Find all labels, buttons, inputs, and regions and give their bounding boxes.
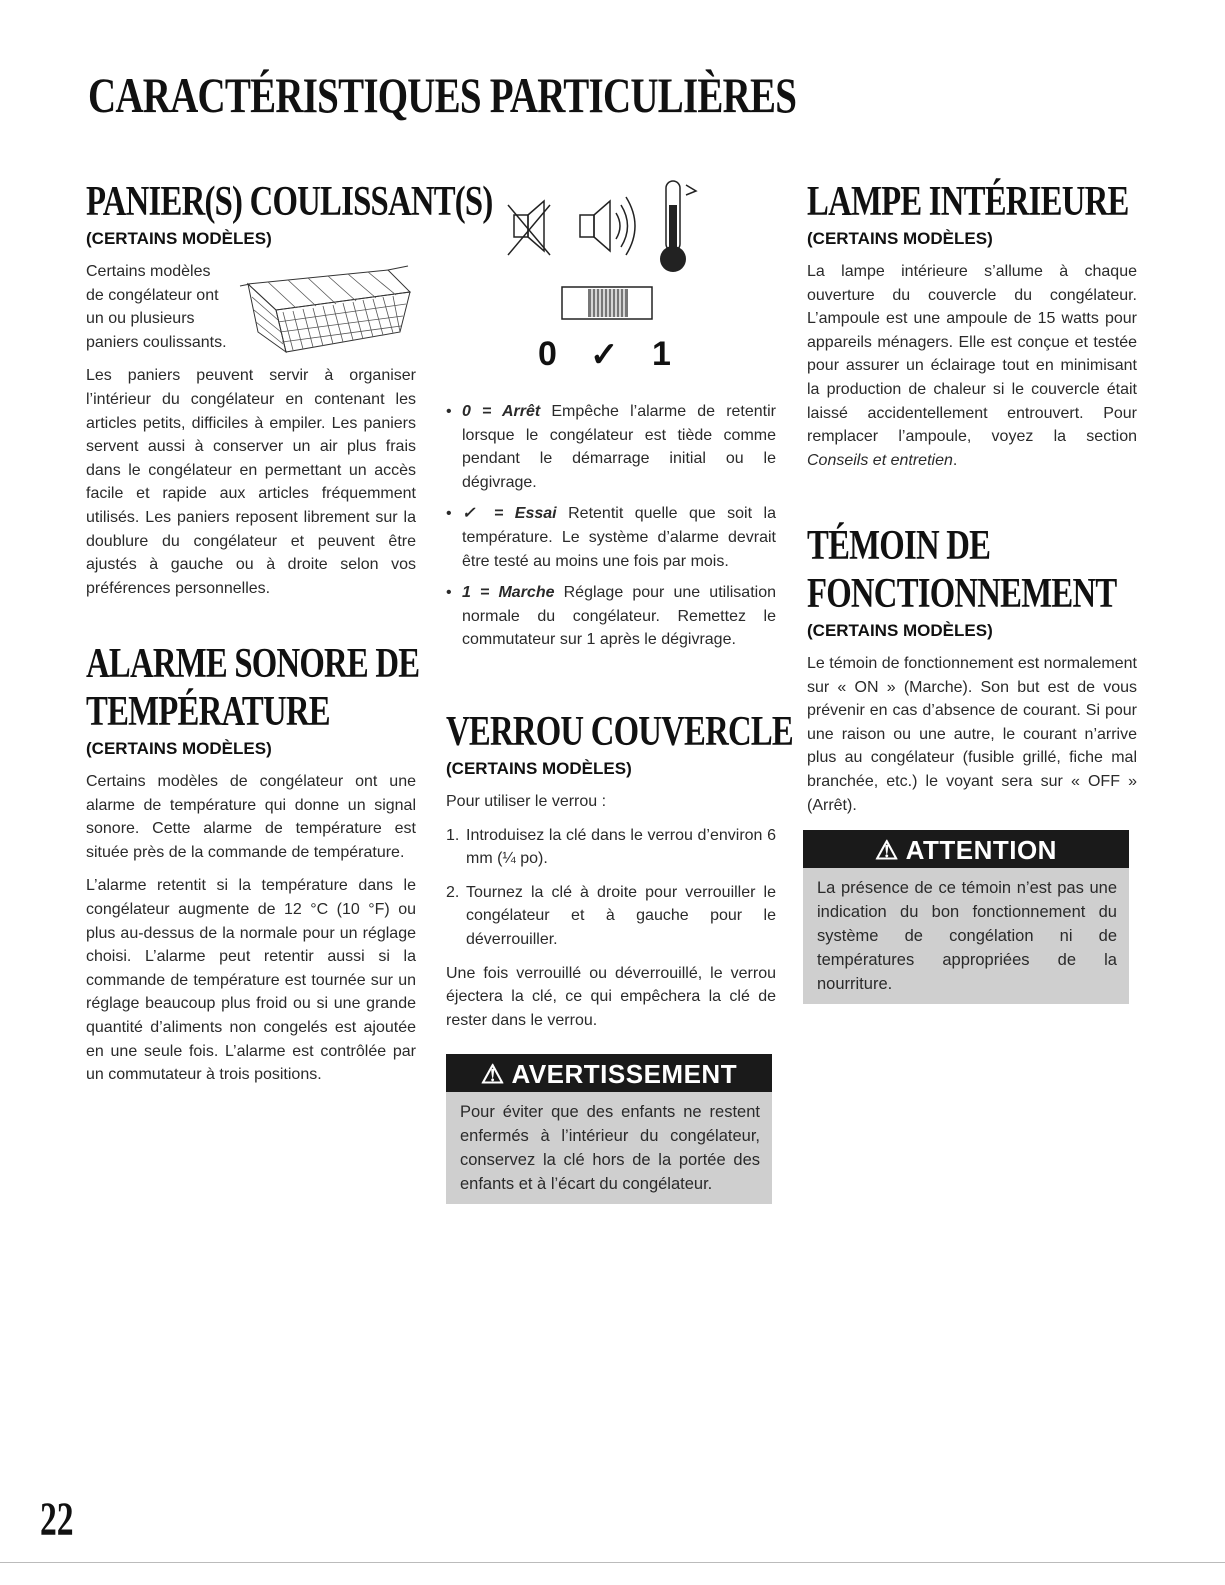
baskets-body: Les paniers peuvent servir à organiser l’intérieur du congélateur en contenant les articles petits, difficiles à empiler. Les paniers servent aussi à conserver un air plus frais dans le congélateur en permettant un accès facile et rapide aux articles fréquemment utilisés. Les paniers reposent librement sur la doublure du congélateur et peuvent être ajustés à gauche ou à droite selon vos préférences personnelles. <box>86 367 416 597</box>
indicator-subtitle: (CERTAINS MODÈLES) <box>807 621 993 640</box>
caution-box <box>803 830 1129 1004</box>
bullet-key: ✓ = Essai <box>462 505 557 523</box>
step-number: 1. <box>446 826 460 844</box>
baskets-heading: PANIER(S) COULISSANT(S) <box>86 179 493 225</box>
section-lamp <box>807 178 1137 472</box>
basket-block <box>86 260 416 354</box>
lock-intro: Pour utiliser le verrou : <box>446 793 607 810</box>
lamp-heading: LAMPE INTÉRIEURE <box>807 179 1129 225</box>
warning-title: ⚠ AVERTISSEMENT <box>446 1054 772 1092</box>
alarm-paragraph-2: L’alarme retentit si la température dans le congélateur augmente de 12 °C (10 °F) ou plus au-dessus de la normale pour un réglage choisi. L’alarme peut retentir aussi si la commande de température est tournée sur un réglage beaucoup plus froid ou si une grande quantité d’aliments non congelés est ajoutée en une seule fois. L’alarme est contrôlée par un commutateur à trois positions. <box>86 877 416 1084</box>
basket-illustration <box>238 262 413 354</box>
basket-intro <box>86 260 236 354</box>
step-text: Introduisez la clé dans le verrou d’environ 6 mm (¼ po). <box>466 826 776 868</box>
step-text: Tournez la clé à droite pour verrouiller le congélateur et à gauche pour le déverrouiller. <box>466 883 776 948</box>
bullet-text: Retentit quelle que soit la température. Le système d’alarme devrait être testé au moins une fois par mois. <box>462 505 777 570</box>
warning-box <box>446 1054 772 1204</box>
lamp-body-end: . <box>952 451 958 469</box>
lamp-subtitle: (CERTAINS MODÈLES) <box>807 229 993 248</box>
switch-bullet-item <box>446 400 776 494</box>
indicator-body: Le témoin de fonctionnement est normalement sur « ON » (Marche). Son but est de vous prévenir en cas d’absence de courant. Si pour une raison ou une autre, le courant n’arrive plus au congélateur (fusible grillé, fiche mal branchée, etc.) le voyant sera sur « OFF » (Arrêt). <box>807 655 1137 814</box>
basket-intro-line: paniers coulissants. <box>86 333 227 351</box>
lock-step <box>446 881 776 952</box>
alarm-heading-line1: ALARME SONORE DE <box>86 641 420 687</box>
switch-bullet-item <box>446 581 776 652</box>
alarm-heading-line2: TEMPÉRATURE <box>86 689 330 735</box>
section-baskets <box>86 178 493 600</box>
lock-subtitle: (CERTAINS MODÈLES) <box>446 759 632 778</box>
alarm-subtitle: (CERTAINS MODÈLES) <box>86 739 272 758</box>
bullet-key: 1 = Marche <box>462 584 555 602</box>
warning-text: Pour éviter que des enfants ne restent enfermés à l’intérieur du congélateur, conservez la clé hors de la portée des enfants et à l’écart du congélateur. <box>446 1092 772 1204</box>
basket-intro-line: Certains modèles <box>86 263 211 280</box>
bullet-dot: • <box>446 584 452 602</box>
lock-outro: Une fois verrouillé ou déverrouillé, le verrou éjectera la clé, ce qui empêchera la clé de rester dans le verrou. <box>446 964 776 1029</box>
alarm-paragraph-1: Certains modèles de congélateur ont une alarme de température qui donne un signal sonore. Cette alarme de température est située près de la commande de température. <box>86 773 416 861</box>
lock-steps <box>446 824 776 952</box>
indicator-heading-line1: TÉMOIN DE <box>807 523 991 569</box>
caution-title: ⚠ ATTENTION <box>803 830 1129 868</box>
bullet-dot: • <box>446 505 452 523</box>
step-number: 2. <box>446 883 460 901</box>
indicator-heading-line2: FONCTIONNEMENT <box>807 571 1117 617</box>
lock-step <box>446 824 776 871</box>
caution-text: La présence de ce témoin n’est pas une indication du bon fonctionnement du système de congélation ni de températures appropriées de la nourriture. <box>803 868 1129 1004</box>
bullet-text: Empêche l’alarme de retentir lorsque le congélateur est tiède comme pendant le démarrage initial ou le dégivrage. <box>462 403 776 491</box>
switch-label-on: 1 <box>652 335 671 373</box>
switch-slider-icon <box>562 287 652 319</box>
basket-intro-line: un ou plusieurs <box>86 310 195 328</box>
lamp-body <box>807 260 1137 472</box>
baskets-subtitle: (CERTAINS MODÈLES) <box>86 229 272 248</box>
basket-intro-line: de congélateur ont <box>86 286 219 304</box>
lock-heading: VERROU COUVERCLE <box>446 709 794 755</box>
bullet-dot: • <box>446 403 452 420</box>
bullet-key: 0 = Arrêt <box>462 403 541 420</box>
page-title: CARACTÉRISTIQUES PARTICULIÈRES <box>88 67 797 123</box>
speaker-sound-icon <box>580 197 635 255</box>
section-lock <box>446 708 794 1032</box>
section-indicator <box>807 522 1137 817</box>
lamp-body-text: La lampe intérieure s’allume à chaque ouverture du couvercle du congélateur. L’ampoule est une ampoule de 15 watts pour appareils ménagers. Elle est conçue et testée pour assurer un éclairage tout en minimisant la production de chaleur si le couvercle était laissé accidentellement entrouvert. Pour remplacer l’ampoule, voyez la section <box>807 263 1137 446</box>
switch-label-test: ✓ <box>590 336 619 374</box>
speaker-muted-icon <box>508 201 550 255</box>
thermometer-icon <box>660 181 696 272</box>
bullet-text: Réglage pour une utilisation normale du congélateur. Remettez le commutateur sur 1 après le dégivrage. <box>462 584 776 649</box>
bottom-divider <box>0 1562 1225 1563</box>
lamp-body-reference: Conseils et entretien <box>807 451 953 469</box>
switch-bullet-list <box>446 400 776 652</box>
switch-label-off: 0 <box>538 335 557 373</box>
section-alarm <box>86 640 420 1087</box>
switch-bullets <box>446 400 776 660</box>
page-number: 22 <box>40 1493 74 1546</box>
switch-bullet-item <box>446 502 776 573</box>
